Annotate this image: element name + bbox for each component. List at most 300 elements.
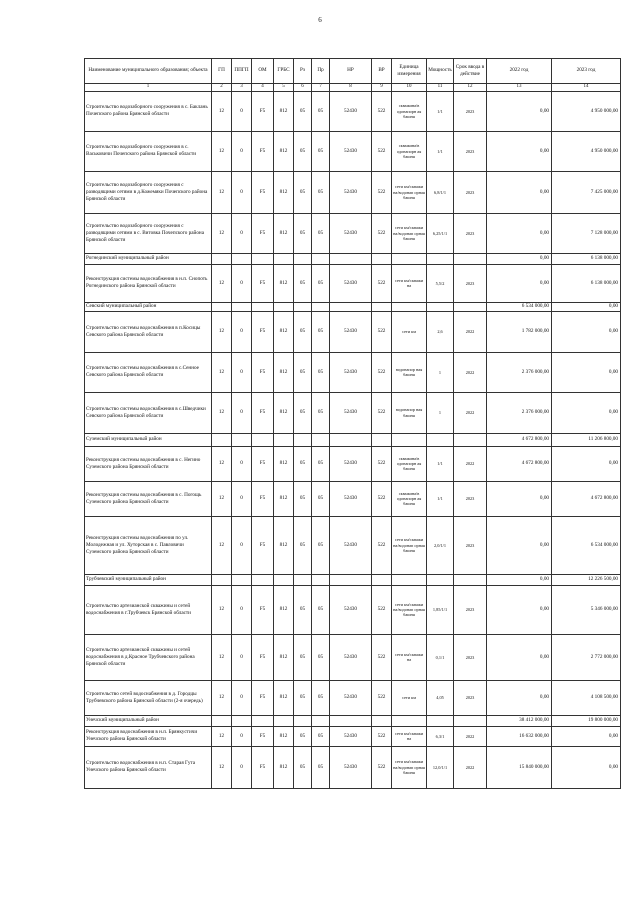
unit-cell: сети км <box>392 311 427 352</box>
term-cell: 2023 <box>454 91 487 131</box>
term-cell: 2022 <box>454 352 487 392</box>
vr-cell: 522 <box>372 585 392 634</box>
header-2023: 2023 год <box>552 59 621 84</box>
empty-cell <box>372 715 392 726</box>
term-cell: 2022 <box>454 392 487 433</box>
rz-cell: 05 <box>294 91 312 131</box>
empty-cell <box>232 433 252 446</box>
header-pr: Пр <box>312 59 330 84</box>
amount-2022-cell: 0,00 <box>487 131 552 171</box>
rz-cell: 05 <box>294 446 312 481</box>
amount-2023-cell: 0,00 <box>552 311 621 352</box>
header-power: Мощность <box>427 59 454 84</box>
rz-cell: 05 <box>294 481 312 516</box>
power-cell: 6,8/1/1 <box>427 171 454 213</box>
empty-cell <box>330 433 372 446</box>
column-number: 4 <box>252 84 274 92</box>
power-cell: 1 <box>427 392 454 433</box>
empty-cell <box>232 574 252 585</box>
vr-cell: 522 <box>372 726 392 746</box>
power-cell: 1/1 <box>427 131 454 171</box>
pr-cell: 05 <box>312 392 330 433</box>
object-row <box>85 311 621 352</box>
empty-cell <box>392 253 427 264</box>
gp-cell: 12 <box>212 446 232 481</box>
object-name-cell: Реконструкция системы водоснабжения в с. Негино Суземского района Брянской области <box>85 446 212 481</box>
grbs-cell: 812 <box>274 311 294 352</box>
empty-cell <box>372 253 392 264</box>
rz-cell: 05 <box>294 680 312 715</box>
object-name-cell: Реконструкция системы водоснабжения по ул. Молодежная и ул. Хуторская в с. Павловичи Суземского района Брянской области <box>85 516 212 574</box>
grbs-cell: 812 <box>274 746 294 788</box>
object-row <box>85 585 621 634</box>
empty-cell <box>274 715 294 726</box>
empty-cell <box>330 253 372 264</box>
empty-cell <box>454 715 487 726</box>
rz-cell: 05 <box>294 213 312 253</box>
empty-cell <box>312 302 330 311</box>
term-cell: 2023 <box>454 131 487 171</box>
vr-cell: 522 <box>372 213 392 253</box>
unit-cell: сети км <box>392 680 427 715</box>
unit-cell: скважина/в одонапорн ая башня <box>392 446 427 481</box>
column-number: 12 <box>454 84 487 92</box>
empty-cell <box>294 253 312 264</box>
empty-cell <box>312 433 330 446</box>
district-name-cell: Трубчевский муниципальный район <box>85 574 212 585</box>
pr-cell: 05 <box>312 311 330 352</box>
budget-table <box>84 58 621 789</box>
grbs-cell: 812 <box>274 91 294 131</box>
grbs-cell: 812 <box>274 516 294 574</box>
page-number: 6 <box>318 16 322 24</box>
ppgp-cell: 0 <box>232 585 252 634</box>
pr-cell: 05 <box>312 264 330 302</box>
empty-cell <box>274 253 294 264</box>
object-row <box>85 264 621 302</box>
empty-cell <box>252 433 274 446</box>
gp-cell: 12 <box>212 264 232 302</box>
object-row <box>85 726 621 746</box>
om-cell: F5 <box>252 131 274 171</box>
amount-2022-cell: 15 840 000,00 <box>487 746 552 788</box>
column-number: 11 <box>427 84 454 92</box>
np-cell: 52430 <box>330 726 372 746</box>
gp-cell: 12 <box>212 131 232 171</box>
amount-2023-cell: 6 138 000,00 <box>552 253 621 264</box>
grbs-cell: 812 <box>274 446 294 481</box>
ppgp-cell: 0 <box>232 726 252 746</box>
empty-cell <box>294 574 312 585</box>
rz-cell: 05 <box>294 131 312 171</box>
empty-cell <box>252 715 274 726</box>
ppgp-cell: 0 <box>232 481 252 516</box>
om-cell: F5 <box>252 264 274 302</box>
vr-cell: 522 <box>372 481 392 516</box>
header-np: НР <box>330 59 372 84</box>
column-number: 10 <box>392 84 427 92</box>
object-row <box>85 481 621 516</box>
object-row <box>85 516 621 574</box>
empty-cell <box>232 253 252 264</box>
rz-cell: 05 <box>294 634 312 680</box>
column-number: 2 <box>212 84 232 92</box>
column-number: 3 <box>232 84 252 92</box>
column-number: 9 <box>372 84 392 92</box>
np-cell: 52430 <box>330 264 372 302</box>
amount-2022-cell: 1 782 000,00 <box>487 311 552 352</box>
object-name-cell: Строительство водоснабжения в н.п. Старая Гута Унечского района Брянской области <box>85 746 212 788</box>
gp-cell: 12 <box>212 171 232 213</box>
empty-cell <box>312 715 330 726</box>
om-cell: F5 <box>252 392 274 433</box>
object-row <box>85 680 621 715</box>
rz-cell: 05 <box>294 585 312 634</box>
column-number: 5 <box>274 84 294 92</box>
column-number: 1 <box>85 84 212 92</box>
district-row <box>85 715 621 726</box>
empty-cell <box>427 433 454 446</box>
vr-cell: 522 <box>372 516 392 574</box>
object-name-cell: Строительство водозаборного сооружения в с. Васьковичи Почепского района Брянской области <box>85 131 212 171</box>
np-cell: 52430 <box>330 585 372 634</box>
om-cell: F5 <box>252 585 274 634</box>
column-number: 14 <box>552 84 621 92</box>
amount-2022-cell: 6 534 000,00 <box>487 302 552 311</box>
om-cell: F5 <box>252 213 274 253</box>
district-name-cell: Унечский муниципальный район <box>85 715 212 726</box>
gp-cell: 12 <box>212 680 232 715</box>
empty-cell <box>330 574 372 585</box>
om-cell: F5 <box>252 634 274 680</box>
object-name-cell: Строительство сетей водоснабжения в д. Городцы Трубчевского района Брянской области (2-я очередь) <box>85 680 212 715</box>
grbs-cell: 812 <box>274 392 294 433</box>
power-cell: 1/1 <box>427 446 454 481</box>
term-cell: 2023 <box>454 264 487 302</box>
rz-cell: 05 <box>294 264 312 302</box>
amount-2023-cell: 11 206 800,00 <box>552 433 621 446</box>
column-number: 8 <box>330 84 372 92</box>
empty-cell <box>427 715 454 726</box>
amount-2023-cell: 0,00 <box>552 352 621 392</box>
amount-2023-cell: 0,00 <box>552 746 621 788</box>
vr-cell: 522 <box>372 171 392 213</box>
column-number: 13 <box>487 84 552 92</box>
unit-cell: сети км/скважи на <box>392 634 427 680</box>
gp-cell: 12 <box>212 585 232 634</box>
term-cell: 2023 <box>454 481 487 516</box>
grbs-cell: 812 <box>274 352 294 392</box>
empty-cell <box>294 302 312 311</box>
object-row <box>85 746 621 788</box>
empty-cell <box>427 302 454 311</box>
empty-cell <box>454 253 487 264</box>
power-cell: 6,3/1 <box>427 726 454 746</box>
grbs-cell: 812 <box>274 585 294 634</box>
rz-cell: 05 <box>294 311 312 352</box>
pr-cell: 05 <box>312 634 330 680</box>
pr-cell: 05 <box>312 213 330 253</box>
header-row <box>85 59 621 84</box>
amount-2023-cell: 19 800 000,00 <box>552 715 621 726</box>
empty-cell <box>330 302 372 311</box>
unit-cell: сети км/скважи на <box>392 264 427 302</box>
rz-cell: 05 <box>294 516 312 574</box>
object-name-cell: Строительство артезианской скважины и сетей водоснабжения в д.Красное Трубчевского района Брянской области <box>85 634 212 680</box>
pr-cell: 05 <box>312 585 330 634</box>
object-name-cell: Реконструкция системы водоснабжения в с. Погощь Суземского района Брянской области <box>85 481 212 516</box>
om-cell: F5 <box>252 746 274 788</box>
empty-cell <box>274 574 294 585</box>
ppgp-cell: 0 <box>232 516 252 574</box>
term-cell: 2022 <box>454 311 487 352</box>
header-2022: 2022 год <box>487 59 552 84</box>
term-cell: 2023 <box>454 516 487 574</box>
unit-cell: сети км/скважи на/водонап орная башня <box>392 585 427 634</box>
table-body <box>85 91 621 788</box>
column-number: 6 <box>294 84 312 92</box>
power-cell: 5,5/2 <box>427 264 454 302</box>
empty-cell <box>212 302 232 311</box>
empty-cell <box>330 715 372 726</box>
header-ppgp: ППГП <box>232 59 252 84</box>
pr-cell: 05 <box>312 131 330 171</box>
power-cell: 2,0/1/1 <box>427 516 454 574</box>
amount-2022-cell: 2 376 000,00 <box>487 392 552 433</box>
gp-cell: 12 <box>212 311 232 352</box>
amount-2023-cell: 7 425 000,00 <box>552 171 621 213</box>
empty-cell <box>294 433 312 446</box>
object-name-cell: Строительство системы водоснабжения в п.Косицы Севского района Брянской области <box>85 311 212 352</box>
unit-cell: скважина/в одонапорн ая башня <box>392 91 427 131</box>
ppgp-cell: 0 <box>232 746 252 788</box>
amount-2022-cell: 0,00 <box>487 253 552 264</box>
amount-2023-cell: 2 772 000,00 <box>552 634 621 680</box>
empty-cell <box>392 302 427 311</box>
vr-cell: 522 <box>372 264 392 302</box>
vr-cell: 522 <box>372 680 392 715</box>
om-cell: F5 <box>252 481 274 516</box>
amount-2023-cell: 4 108 500,00 <box>552 680 621 715</box>
amount-2023-cell: 7 128 000,00 <box>552 213 621 253</box>
np-cell: 52430 <box>330 392 372 433</box>
gp-cell: 12 <box>212 634 232 680</box>
om-cell: F5 <box>252 446 274 481</box>
header-rz: Рз <box>294 59 312 84</box>
om-cell: F5 <box>252 311 274 352</box>
np-cell: 52430 <box>330 481 372 516</box>
object-name-cell: Реконструкция системы водоснабжения в н.п. Снопоть Рогнединского района Брянской области <box>85 264 212 302</box>
ppgp-cell: 0 <box>232 680 252 715</box>
grbs-cell: 812 <box>274 131 294 171</box>
np-cell: 52430 <box>330 446 372 481</box>
object-row <box>85 213 621 253</box>
object-row <box>85 171 621 213</box>
amount-2023-cell: 12 226 500,00 <box>552 574 621 585</box>
np-cell: 52430 <box>330 311 372 352</box>
np-cell: 52430 <box>330 213 372 253</box>
amount-2023-cell: 4 950 000,00 <box>552 91 621 131</box>
power-cell: 1/1 <box>427 91 454 131</box>
ppgp-cell: 0 <box>232 352 252 392</box>
district-name-cell: Севский муниципальный район <box>85 302 212 311</box>
gp-cell: 12 <box>212 91 232 131</box>
header-term: Срок ввода в действие <box>454 59 487 84</box>
object-name-cell: Строительство системы водоснабжения в с.Сенное Севского района Брянской области <box>85 352 212 392</box>
gp-cell: 12 <box>212 516 232 574</box>
pr-cell: 05 <box>312 481 330 516</box>
unit-cell: сети км/скважи на/водонап орная башня <box>392 171 427 213</box>
amount-2022-cell: 38 412 000,00 <box>487 715 552 726</box>
term-cell: 2023 <box>454 213 487 253</box>
pr-cell: 05 <box>312 352 330 392</box>
pr-cell: 05 <box>312 746 330 788</box>
object-row <box>85 131 621 171</box>
pr-cell: 05 <box>312 516 330 574</box>
empty-cell <box>392 433 427 446</box>
district-row <box>85 433 621 446</box>
np-cell: 52430 <box>330 131 372 171</box>
district-name-cell: Суземский муниципальный район <box>85 433 212 446</box>
vr-cell: 522 <box>372 352 392 392</box>
rz-cell: 05 <box>294 352 312 392</box>
grbs-cell: 812 <box>274 264 294 302</box>
unit-cell: скважина/в одонапорн ая башня <box>392 481 427 516</box>
term-cell: 2022 <box>454 746 487 788</box>
vr-cell: 522 <box>372 392 392 433</box>
column-number: 7 <box>312 84 330 92</box>
gp-cell: 12 <box>212 352 232 392</box>
column-number-row <box>85 84 621 92</box>
rz-cell: 05 <box>294 171 312 213</box>
object-name-cell: Строительство артезианской скважины и сетей водоснабжения в г.Трубчевск Брянской области <box>85 585 212 634</box>
term-cell: 2022 <box>454 726 487 746</box>
ppgp-cell: 0 <box>232 171 252 213</box>
header-name: Наименование муниципального образования; объекта <box>85 59 212 84</box>
pr-cell: 05 <box>312 726 330 746</box>
object-name-cell: Строительство водозаборного сооружения с разводящими сетями в д.Кожемяки Почепского района Брянской области <box>85 171 212 213</box>
grbs-cell: 812 <box>274 726 294 746</box>
np-cell: 52430 <box>330 171 372 213</box>
amount-2023-cell: 6 138 000,00 <box>552 264 621 302</box>
empty-cell <box>212 433 232 446</box>
power-cell: 1/1 <box>427 481 454 516</box>
empty-cell <box>427 253 454 264</box>
term-cell: 2023 <box>454 634 487 680</box>
object-name-cell: Строительство системы водоснабжения в с.Шведчики Севского района Брянской области <box>85 392 212 433</box>
vr-cell: 522 <box>372 131 392 171</box>
np-cell: 52430 <box>330 516 372 574</box>
object-row <box>85 446 621 481</box>
object-name-cell: Строительство водозаборного сооружения с разводящими сетями в с. Витовка Почепского района Брянской области <box>85 213 212 253</box>
amount-2022-cell: 0,00 <box>487 213 552 253</box>
amount-2022-cell: 2 376 000,00 <box>487 352 552 392</box>
unit-cell: водонапор ная башня <box>392 392 427 433</box>
pr-cell: 05 <box>312 446 330 481</box>
unit-cell: водонапор ная башня <box>392 352 427 392</box>
vr-cell: 522 <box>372 311 392 352</box>
om-cell: F5 <box>252 726 274 746</box>
empty-cell <box>312 253 330 264</box>
empty-cell <box>252 302 274 311</box>
header-om: ОМ <box>252 59 274 84</box>
empty-cell <box>454 574 487 585</box>
empty-cell <box>294 715 312 726</box>
empty-cell <box>454 433 487 446</box>
unit-cell: сети км/скважи на <box>392 726 427 746</box>
empty-cell <box>372 574 392 585</box>
power-cell: 0,1/1 <box>427 634 454 680</box>
empty-cell <box>392 574 427 585</box>
rz-cell: 05 <box>294 746 312 788</box>
grbs-cell: 812 <box>274 634 294 680</box>
amount-2022-cell: 0,00 <box>487 264 552 302</box>
rz-cell: 05 <box>294 726 312 746</box>
empty-cell <box>212 715 232 726</box>
ppgp-cell: 0 <box>232 446 252 481</box>
np-cell: 52430 <box>330 634 372 680</box>
amount-2023-cell: 0,00 <box>552 392 621 433</box>
unit-cell: скважина/в одонапорн ая башня <box>392 131 427 171</box>
empty-cell <box>232 302 252 311</box>
om-cell: F5 <box>252 680 274 715</box>
amount-2023-cell: 0,00 <box>552 726 621 746</box>
vr-cell: 522 <box>372 746 392 788</box>
header-unit: Единица измерения <box>392 59 427 84</box>
amount-2023-cell: 0,00 <box>552 446 621 481</box>
amount-2022-cell: 16 632 000,00 <box>487 726 552 746</box>
grbs-cell: 812 <box>274 680 294 715</box>
gp-cell: 12 <box>212 213 232 253</box>
amount-2022-cell: 0,00 <box>487 171 552 213</box>
power-cell: 1 <box>427 352 454 392</box>
object-row <box>85 352 621 392</box>
amount-2023-cell: 4 950 000,00 <box>552 131 621 171</box>
term-cell: 2023 <box>454 171 487 213</box>
gp-cell: 12 <box>212 392 232 433</box>
amount-2022-cell: 0,00 <box>487 481 552 516</box>
term-cell: 2023 <box>454 585 487 634</box>
om-cell: F5 <box>252 171 274 213</box>
amount-2022-cell: 4 672 800,00 <box>487 446 552 481</box>
pr-cell: 05 <box>312 680 330 715</box>
object-name-cell: Строительство водозаборного сооружения в с. Баклань Почепского района Брянской области <box>85 91 212 131</box>
ppgp-cell: 0 <box>232 91 252 131</box>
header-vr: ВР <box>372 59 392 84</box>
empty-cell <box>372 433 392 446</box>
object-row <box>85 634 621 680</box>
ppgp-cell: 0 <box>232 264 252 302</box>
empty-cell <box>312 574 330 585</box>
power-cell: 4,05 <box>427 680 454 715</box>
unit-cell: сети км/скважи на/водонап орная башня <box>392 213 427 253</box>
ppgp-cell: 0 <box>232 634 252 680</box>
amount-2022-cell: 0,00 <box>487 680 552 715</box>
power-cell: 12,0/1/1 <box>427 746 454 788</box>
power-cell: 1,85/1/1 <box>427 585 454 634</box>
empty-cell <box>232 715 252 726</box>
term-cell: 2023 <box>454 680 487 715</box>
ppgp-cell: 0 <box>232 213 252 253</box>
empty-cell <box>372 302 392 311</box>
amount-2022-cell: 0,00 <box>487 91 552 131</box>
unit-cell: сети км/скважи на/водонап орная башня <box>392 516 427 574</box>
amount-2022-cell: 0,00 <box>487 585 552 634</box>
header-grbs: ГРБС <box>274 59 294 84</box>
empty-cell <box>274 302 294 311</box>
power-cell: 6,25/1/1 <box>427 213 454 253</box>
gp-cell: 12 <box>212 481 232 516</box>
